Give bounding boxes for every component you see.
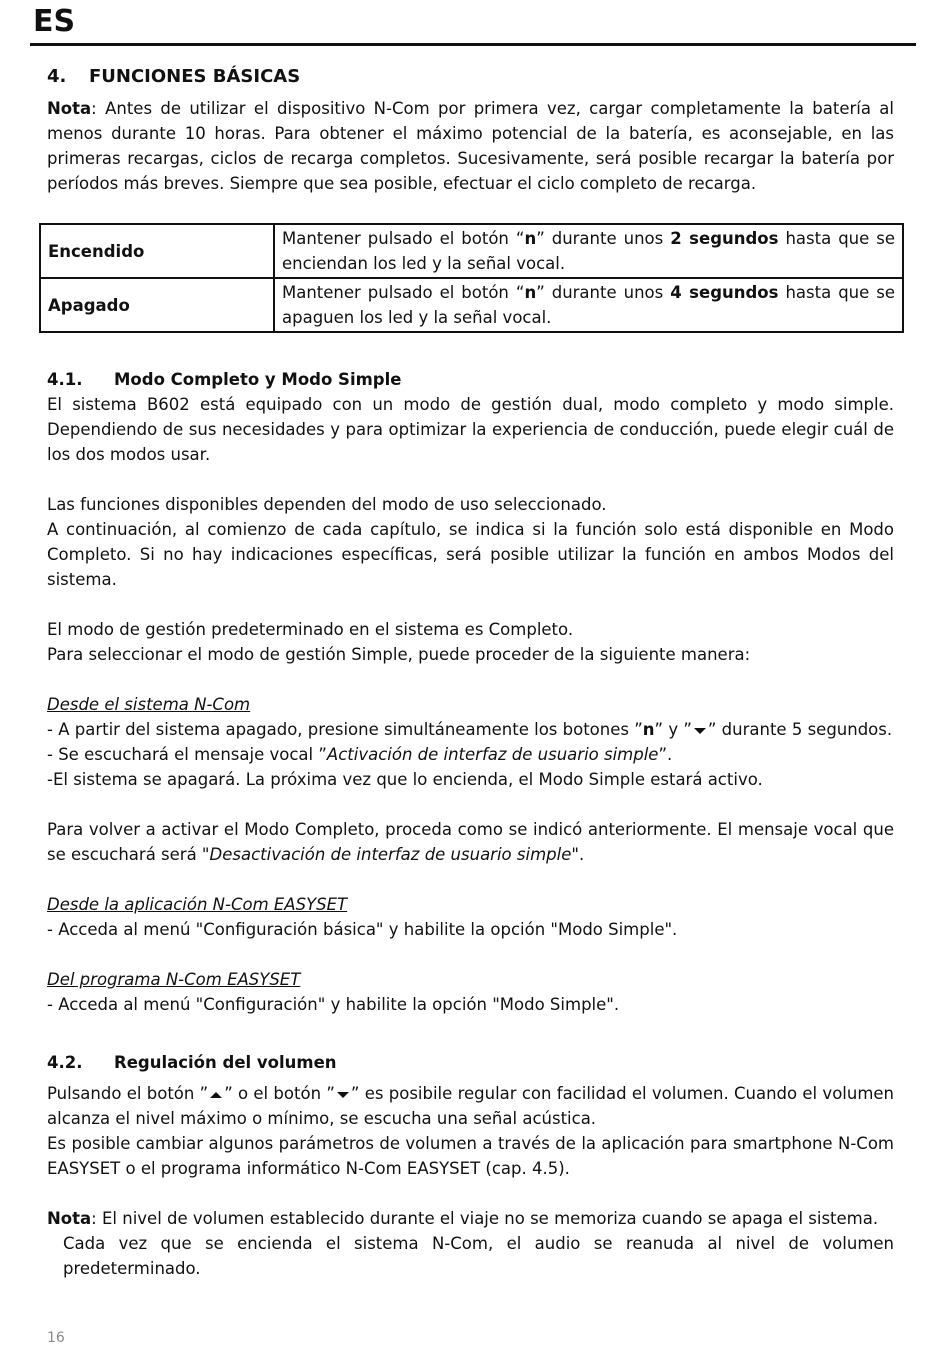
header-rule	[30, 43, 916, 46]
text: ”.	[658, 745, 673, 764]
note-text: : Antes de utilizar el dispositivo N-Com por primera vez, cargar completamente la batería al menos durante 10 horas. Para obtener el máximo potencial de la batería, es aconsejable, en las primeras recargas, ciclos de recarga completos. Sucesivamente, será posible recargar la batería por períodos más breves. Siempre que sea posible, efectuar el ciclo completo de recarga.	[47, 99, 894, 193]
voice-message: Activación de interfaz de usuario simple	[326, 745, 659, 764]
down-arrow-icon	[694, 728, 706, 734]
section-4-heading	[47, 64, 894, 90]
section-4-1-heading	[47, 367, 894, 392]
page-number: 16	[47, 1330, 65, 1346]
subheading: Desde la aplicación N-Com EASYSET	[47, 895, 348, 914]
note-text: : El nivel de volumen establecido durante el viaje no se memoriza cuando se apaga el sistema.	[91, 1209, 879, 1228]
subheading: Del programa N-Com EASYSET	[47, 970, 301, 989]
text: ” durante unos	[536, 229, 671, 248]
text: ” es posibile regular con facilidad el volumen. Cuando el volumen alcanza el nivel máximo o mínimo, se escucha una señal acústica.	[47, 1084, 895, 1128]
duration: 4 segundos	[670, 283, 779, 302]
volume-note-continued: Cada vez que se encienda el sistema N-Com, el audio se reanuda al nivel de volumen predeterminado.	[63, 1234, 894, 1278]
button-key: n	[524, 283, 537, 302]
text: hasta que se apaguen los led y la señal vocal.	[282, 283, 896, 327]
page-content	[47, 64, 894, 1281]
text: - Se escuchará el mensaje vocal ”	[47, 745, 327, 764]
text: Pulsando el botón ”	[47, 1084, 209, 1103]
subheading: Desde el sistema N-Com	[47, 695, 251, 714]
paragraph: Las funciones disponibles dependen del modo de uso seleccionado.	[47, 495, 607, 514]
paragraph	[47, 1081, 894, 1131]
paragraph: Es posible cambiar algunos parámetros de volumen a través de la aplicación para smartphone N-Com EASYSET o el programa informático N-Com EASYSET (cap. 4.5).	[47, 1134, 894, 1178]
instruction-line: - Acceda al menú "Configuración básica" y habilite la opción "Modo Simple".	[47, 920, 678, 939]
volume-note	[47, 1206, 894, 1231]
row-description	[274, 224, 903, 278]
text: hasta que se enciendan los led y la señal vocal.	[282, 229, 896, 273]
paragraph: Para seleccionar el modo de gestión Simple, puede proceder de la siguiente manera:	[47, 645, 751, 664]
paragraph: El sistema B602 está equipado con un modo de gestión dual, modo completo y modo simple. Dependiendo de sus necesidades y para optimizar la experiencia de conducción, puede elegir cuál de los dos modos usar.	[47, 395, 894, 464]
section-number: 4.1.	[47, 370, 83, 389]
text: ” y ”	[654, 720, 692, 739]
button-key: n	[642, 720, 655, 739]
power-table	[39, 223, 904, 333]
text: ” o el botón ”	[224, 1084, 335, 1103]
button-key: n	[524, 229, 537, 248]
section-4-2-heading	[47, 1050, 894, 1075]
table-row	[40, 278, 903, 332]
paragraph	[47, 817, 894, 867]
text: ” durante unos	[536, 283, 671, 302]
battery-note	[47, 96, 894, 196]
text: ” durante 5 segundos.	[707, 720, 893, 739]
section-number: 4.2.	[47, 1053, 83, 1072]
row-description	[274, 278, 903, 332]
section-title: Modo Completo y Modo Simple	[114, 370, 402, 389]
text: Mantener pulsado el botón “	[282, 283, 525, 302]
instruction-line	[47, 717, 894, 742]
text: - A partir del sistema apagado, presione simultáneamente los botones ”	[47, 720, 643, 739]
instruction-line	[47, 742, 894, 767]
row-label: Apagado	[40, 278, 274, 332]
text: Mantener pulsado el botón “	[282, 229, 525, 248]
text: Para volver a activar el Modo Completo, proceda como se indicó anteriormente. El mensaje vocal que se escuchará será "	[47, 820, 894, 864]
language-code: ES	[33, 4, 76, 39]
text: ".	[571, 845, 585, 864]
note-label: Nota	[47, 1209, 92, 1228]
row-label: Encendido	[40, 224, 274, 278]
note-label: Nota	[47, 99, 92, 118]
section-title: Regulación del volumen	[114, 1053, 337, 1072]
paragraph: El modo de gestión predeterminado en el sistema es Completo.	[47, 620, 574, 639]
instruction-line: -El sistema se apagará. La próxima vez que lo encienda, el Modo Simple estará activo.	[47, 770, 763, 789]
table-row	[40, 224, 903, 278]
paragraph: A continuación, al comienzo de cada capítulo, se indica si la función solo está disponible en Modo Completo. Si no hay indicaciones específicas, será posible utilizar la función en ambos Modos del sistema.	[47, 520, 894, 589]
voice-message: Desactivación de interfaz de usuario simple	[209, 845, 572, 864]
instruction-line: - Acceda al menú "Configuración" y habilite la opción "Modo Simple".	[47, 995, 620, 1014]
down-arrow-icon	[337, 1092, 349, 1098]
duration: 2 segundos	[670, 229, 779, 248]
section-title: FUNCIONES BÁSICAS	[89, 66, 301, 87]
section-number: 4.	[47, 66, 67, 87]
up-arrow-icon	[210, 1092, 222, 1098]
